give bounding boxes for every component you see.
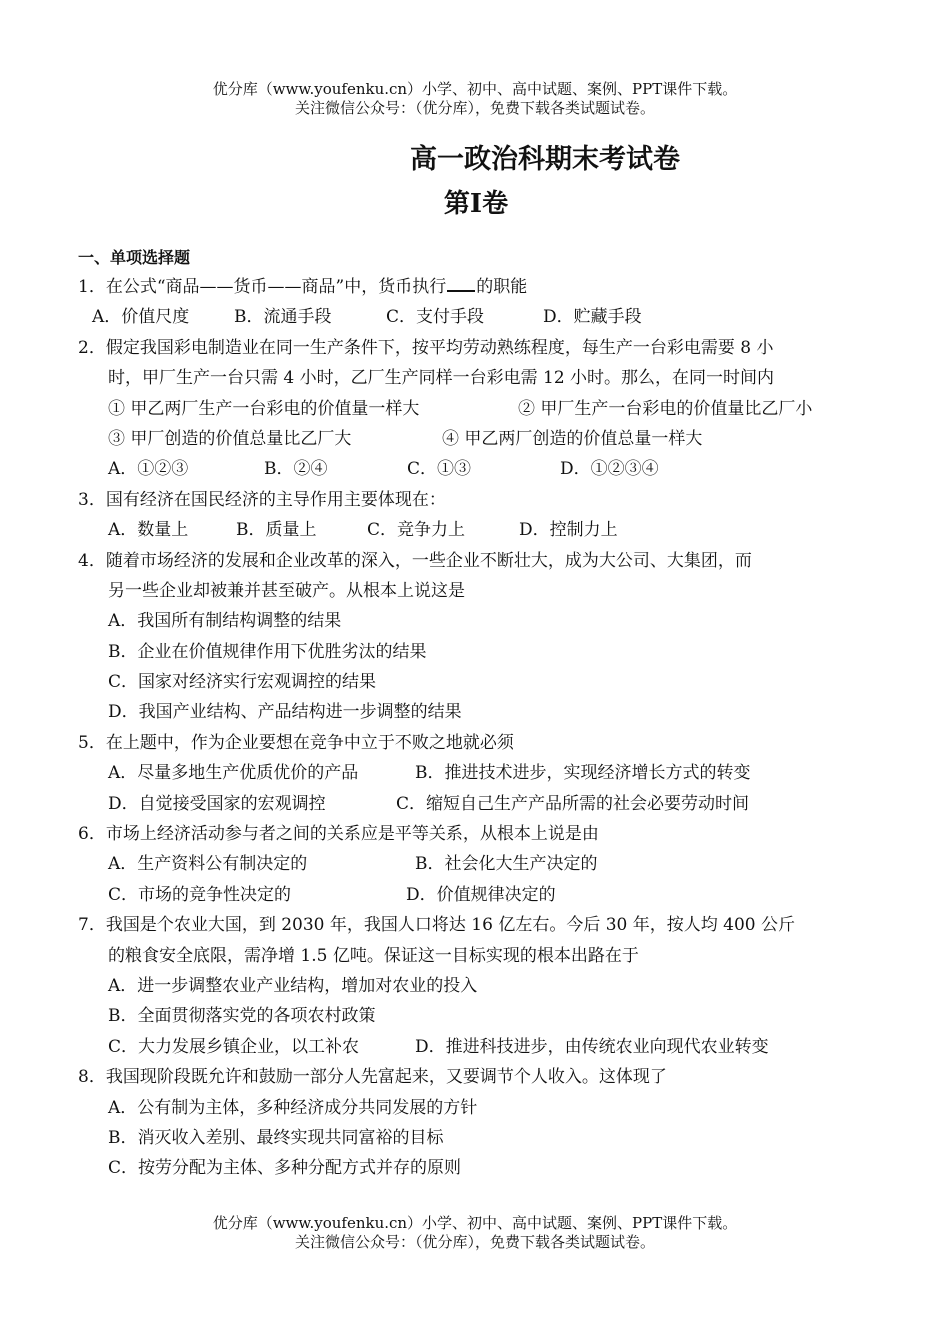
footer-line-1: 优分库（www.youfenku.cn）小学、初中、高中试题、案例、PPT课件下载。	[212, 1214, 738, 1232]
q2-option-d: D．①②③④	[560, 459, 659, 480]
q5-option-c: C．缩短自己生产产品所需的社会必要劳动时间	[396, 793, 750, 814]
q1-option-b: B．流通手段	[234, 307, 332, 328]
q1-stem-a: 1．在公式“商品——货币——商品”中，货币执行	[78, 277, 447, 297]
q1-option-c: C．支付手段	[386, 307, 485, 328]
q3-option-d: D．控制力上	[519, 520, 618, 541]
q6-stem: 6．市场上经济活动参与者之间的关系应是平等关系，从根本上说是由	[78, 824, 599, 845]
q4-option-b: B．企业在价值规律作用下优胜劣汰的结果	[108, 641, 427, 662]
q1-option-d: D．贮藏手段	[543, 307, 642, 328]
header-line-2: 关注微信公众号：（优分库），免费下载各类试题试卷。	[294, 99, 655, 117]
page-header	[0, 80, 950, 118]
q6-option-d: D．价值规律决定的	[406, 884, 556, 905]
q8-stem: 8．我国现阶段既允许和鼓励一部分人先富起来，又要调节个人收入。这体现了	[78, 1067, 667, 1088]
q2-statement-3: ③ 甲厂创造的价值总量比乙厂大	[108, 428, 352, 449]
q8-option-c: C．按劳分配为主体、多种分配方式并存的原则	[108, 1158, 462, 1179]
q8-option-a: A．公有制为主体，多种经济成分共同发展的方针	[108, 1097, 478, 1118]
q1-blank	[447, 274, 475, 292]
question-6	[78, 819, 868, 910]
q3-option-c: C．竞争力上	[367, 520, 466, 541]
q7-option-a: A．进一步调整农业产业结构，增加对农业的投入	[108, 975, 478, 996]
question-5	[78, 728, 868, 819]
q1-stem-b: 的职能	[476, 277, 528, 297]
q2-option-a: A．①②③	[108, 459, 189, 480]
q4-line-1: 4．随着市场经济的发展和企业改革的深入，一些企业不断壮大，成为大公司、大集团，而	[78, 550, 752, 571]
q7-option-c: C．大力发展乡镇企业，以工补农	[108, 1036, 360, 1057]
q4-line-2: 另一些企业却被兼并甚至破产。从根本上说这是	[108, 580, 465, 601]
exam-title: 高一政治科期末考试卷	[410, 144, 680, 175]
exam-subtitle: 第Ⅰ卷	[443, 189, 509, 219]
q7-option-d: D．推进科技进步，由传统农业向现代农业转变	[415, 1036, 769, 1057]
q6-option-b: B．社会化大生产决定的	[415, 854, 598, 875]
q5-option-d: D．自觉接受国家的宏观调控	[108, 793, 326, 814]
question-2	[78, 333, 868, 485]
question-4	[78, 546, 868, 728]
q3-option-a: A．数量上	[108, 520, 189, 541]
question-8	[78, 1062, 868, 1184]
q7-line-2: 的粮食安全底限，需净增 1.5 亿吨。保证这一目标实现的根本出路在于	[108, 945, 639, 966]
q7-option-b: B．全面贯彻落实党的各项农村政策	[108, 1006, 376, 1027]
question-7	[78, 910, 868, 1062]
q6-option-c: C．市场的竞争性决定的	[108, 884, 292, 905]
q2-option-b: B．②④	[264, 459, 328, 480]
question-3	[78, 485, 868, 546]
q5-option-b: B．推进技术进步，实现经济增长方式的转变	[415, 763, 751, 784]
q3-stem: 3．国有经济在国民经济的主导作用主要体现在：	[78, 489, 446, 510]
q4-option-c: C．国家对经济实行宏观调控的结果	[108, 672, 377, 693]
q2-option-c: C．①③	[407, 459, 472, 480]
page-footer	[0, 1214, 950, 1252]
q2-line-2: 时，甲厂生产一台只需 4 小时，乙厂生产同样一台彩电需 12 小时。那么，在同一时间内	[108, 368, 775, 389]
q2-statement-1: ① 甲乙两厂生产一台彩电的价值量一样大	[108, 398, 420, 419]
q8-option-b: B．消灭收入差别、最终实现共同富裕的目标	[108, 1127, 444, 1148]
q2-line-1: 2．假定我国彩电制造业在同一生产条件下，按平均劳动熟练程度，每生产一台彩电需要 8 小	[78, 337, 774, 358]
q1-option-a: A．价值尺度	[92, 307, 190, 328]
q5-stem: 5．在上题中，作为企业要想在竞争中立于不败之地就必须	[78, 732, 514, 753]
q4-option-a: A．我国所有制结构调整的结果	[108, 611, 342, 632]
question-1	[78, 272, 868, 333]
exam-content	[78, 243, 868, 1184]
header-line-1: 优分库（www.youfenku.cn）小学、初中、高中试题、案例、PPT课件下载。	[212, 80, 738, 98]
q5-option-a: A．尽量多地生产优质优价的产品	[108, 763, 359, 784]
footer-line-2: 关注微信公众号：（优分库），免费下载各类试题试卷。	[294, 1233, 655, 1251]
section-heading: 一、单项选择题	[78, 248, 191, 267]
q3-option-b: B．质量上	[236, 520, 317, 541]
q2-statement-2: ② 甲厂生产一台彩电的价值量比乙厂小	[518, 398, 813, 419]
q4-option-d: D．我国产业结构、产品结构进一步调整的结果	[108, 702, 462, 723]
q6-option-a: A．生产资料公有制决定的	[108, 854, 308, 875]
q2-statement-4: ④ 甲乙两厂创造的价值总量一样大	[442, 428, 703, 449]
q7-line-1: 7．我国是个农业大国，到 2030 年，我国人口将达 16 亿左右。今后 30 年，按人均 400 公斤	[78, 915, 796, 936]
